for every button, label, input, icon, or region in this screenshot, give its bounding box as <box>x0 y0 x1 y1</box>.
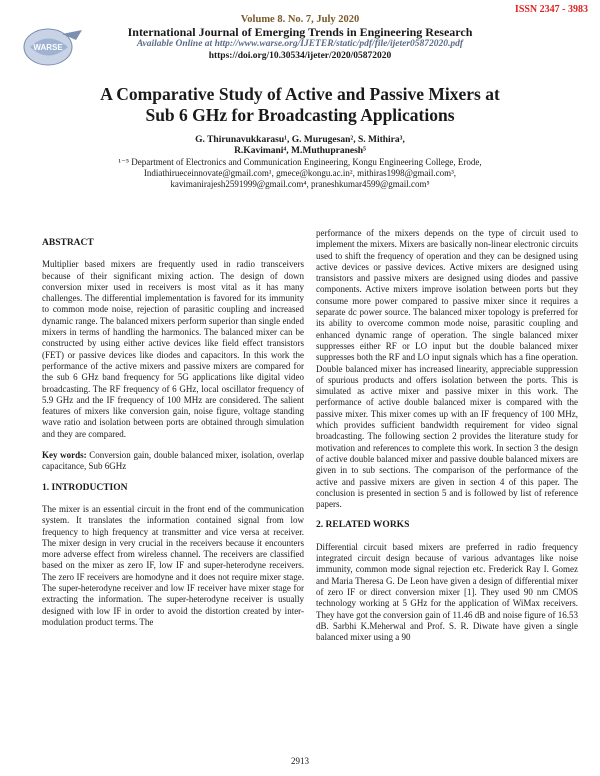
keywords-text: Conversion gain, double balanced mixer, isolation, overlap capacitance, Sub 6GHz <box>42 450 304 472</box>
abstract-body: Multiplier based mixers are frequently used in radio transceivers because of their significant mixing action. The design of down conversion mixer used in receivers is most vital as it has many challenges. The differential implementation is favored for its immunity to common mode noise, rejection of parasitic coupling and increased dynamic range. The balanced mixers perform superior than single ended mixers in terms of handling the harmonics. The balanced mixer can be constructed by using either active devices like field effect transistors (FET) or passive devices like diodes and capacitors. In this work the performance of the active mixers and passive mixers are compared for the sub 6 GHz band frequency for 5G applications like digital video broadcasting. The RF frequency of 6 GHz, local oscillator frequency of 5.9 GHz and the IF frequency of 100 MHz are considered. The salient features of mixers like conversion gain, noise figure, voltage standing wave ratio and isolation between ports are obtained through simulation and they are compared. <box>42 259 304 439</box>
related-works-body: Differential circuit based mixers are preferred in radio frequency integrated circuit design because of various advantages like noise immunity, common mode signal rejection etc. Frederick Ray I. Gomez and Maria Theresa G. De Leon have given a design of differential mixer of zero IF or direct conversion mixer [1]. They used 90 nm CMOS technology working at 5 GHz for the application of WiMax receivers. They have got the conversion gain of 11.46 dB and noise figure of 16.53 dB. Sarbhi K.Meherwal and Prof. S. R. Diwate have given a single balanced mixer using a 90 <box>316 541 578 643</box>
page-number: 2913 <box>291 756 309 766</box>
introduction-body: The mixer is an essential circuit in the front end of the communication system. It translates the information contained signal from low frequency to high frequency at transmitter and vice versa at receiver. The mixer design in very crucial in the receivers because it encounters more adverse effect from wireless channel. The receivers are classified based on the mixer as zero IF, low IF and super-heterodyne receivers. The zero IF receivers are homodyne and it does not require mixer stage. The super-heterodyne receiver and low IF receiver have mixer stage for extracting the information. The super-heterodyne receiver is usually designed with low IF in order to avoid the distortion created by inter-modulation product terms. The <box>42 503 304 627</box>
keywords-label: Key words: <box>42 450 87 461</box>
available-online-link[interactable]: Available Online at http://www.warse.org/IJETER/static/pdf/file/ijeter05872020.pdf <box>136 39 464 49</box>
doi-link[interactable]: https://doi.org/10.30534/ijeter/2020/05872020 <box>208 51 392 61</box>
author-names-1: G. Thirunavukkarasu¹, G. Murugesan², S. Mithira³, <box>195 135 405 145</box>
paper-title <box>0 84 600 126</box>
author-emails-1: Indiathirueceinnovate@gmail.com¹, gmece@kongu.ac.in², mithiras1998@gmail.com³, <box>143 168 457 178</box>
journal-header <box>0 14 600 62</box>
svg-text:WARSE: WARSE <box>33 43 63 52</box>
affiliation: ¹⁻⁵ Department of Electronics and Communication Engineering, Kongu Engineering College, Erode, <box>118 157 482 167</box>
left-column <box>42 238 304 638</box>
related-works-heading: 2. RELATED WORKS <box>316 520 410 531</box>
author-block <box>0 135 600 190</box>
title-line-2: Sub 6 GHz for Broadcasting Applications <box>145 105 455 125</box>
issn-label: ISSN 2347 - 3983 <box>514 4 588 15</box>
keywords <box>42 450 304 473</box>
volume-line: Volume 8. No. 7, July 2020 <box>240 14 360 25</box>
title-line-1: A Comparative Study of Active and Passive Mixers at <box>100 84 500 104</box>
right-column <box>316 228 578 653</box>
journal-name: International Journal of Emerging Trends in Engineering Research <box>127 25 473 39</box>
author-names-2: R.Kavimani⁴, M.Muthupranesh⁵ <box>234 146 366 156</box>
intro-continued: performance of the mixers depends on the type of circuit used to implement the mixers. Mixers are basically non-linear electronic circuits used to shift the frequency of operation and they can be designed using active devices or passive devices. Active mixers are designed using transistors and passive mixers are designed using diodes and passive components. Active mixers improve isolation between ports but they consume more power compared to passive mixer since it requires a separate dc power source. The balanced mixer topology is preferred for its ability to overcome common mode noise, parasitic coupling and enhanced dynamic range of operation. The single balanced mixer suppresses either RF or LO input but the double balanced mixer suppresses both the RF and LO input signals which has a fine operation. Double balanced mixer has increased linearity, appreciable suppression of spurious products and offers isolation between the ports. This is simulated as active mixer and passive mixer in this work. The performance of active double balanced mixer is compared with the passive mixer. This mixer comes up with an IF frequency of 100 MHz, which provides sufficient bandwidth requirement for video signal broadcasting. The following section 2 provides the literature study for motivation and references to complete this work. In section 3 the design of active double balanced mixer and passive double balanced mixers are given in to sub sections. The comparison of the performance of the active and passive mixers are given in section 4 of this paper. The conclusion is presented in section 5 and is followed by list of reference papers. <box>316 228 578 510</box>
author-emails-2: kavimanirajesh2591999@gmail.com⁴, praneshkumar4599@gmail.com⁵ <box>170 179 430 189</box>
abstract-heading: ABSTRACT <box>42 238 94 248</box>
introduction-heading: 1. INTRODUCTION <box>42 482 128 493</box>
